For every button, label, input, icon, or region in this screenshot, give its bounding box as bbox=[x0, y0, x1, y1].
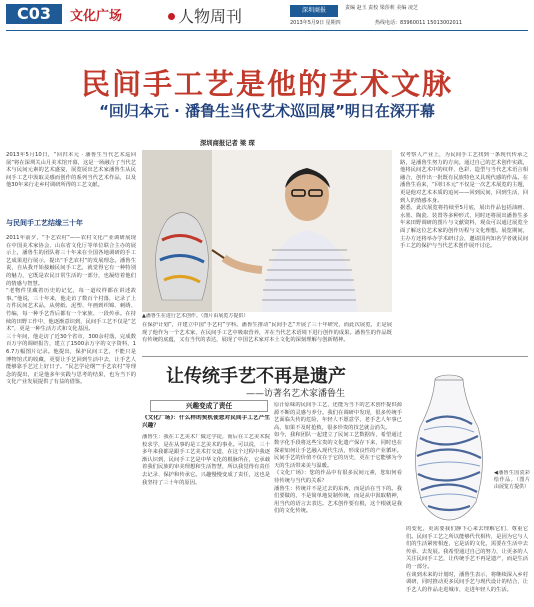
artist-photo-illustration bbox=[142, 150, 392, 312]
photo1-caption: ▲潘鲁生在进行艺术创作。（图片由展览方提供） bbox=[142, 313, 249, 319]
artist-photo bbox=[142, 150, 392, 312]
section-name: 文化广场 bbox=[70, 9, 123, 24]
col3-body: 仅考察人产业上，为民间手工艺找到一条现代传承之路，是潘鲁生努力的方向。通过自己的艺术创作实践，他将民间艺术中的纹样、色彩、造型与当代艺术语言相融合，创作出一批既有民族特色又具现代感的作品。在潘鲁生看来，“回归本元”不仅是一次艺术展览的主题，更是他对艺术本质的追问——回到民间，回到生活，回到人的情感本身。 据悉，此次展览将持续至5月底，展出作品包括油画、水墨、陶瓷、装置等多种形式，同时还将展出潘鲁生多年来田野调研的图片与文献资料，观众可以通过展览全面了解这位艺术家的创作历程与文化理想。展览期间，主办方还将举办学术研讨会，邀请国内知名学者就民间手工艺的保护与当代艺术创作展开讨论。 bbox=[400, 152, 528, 250]
subheadline: “回归本元 · 潘鲁生当代艺术巡回展”明日在深开幕 bbox=[99, 102, 435, 120]
divider bbox=[142, 356, 528, 357]
page-header bbox=[0, 0, 534, 32]
interview-section-title: 兴趣变成了责任 bbox=[150, 400, 268, 412]
section1-body: 2011年前夕，“手艺农村”——农村文化产业调研展现在中国美术家协会、山东省文化厅等单位联合主办的展示上，潘鲁生的团队将三十年来在全国各地调研的手工艺成果进行展示，提出“手艺农村”的发展理念。潘鲁生说，自从我开始接触民间手工艺，就觉得它有一种特别的魅力，它既是农民日常生活的一部分，也凝结着他们的情感与智慧。 “老物件里藏着历史的记忆，每一道纹样都在讲述故事。”他说，三十年来，他走访了数百个村落，记录了上万件民间艺术品，从剪纸、泥塑、年画到织锦、刺绣、竹编，每一种手艺背后都有一个家族、一段传承。在持续的田野工作中，他逐渐意识到，民间手工艺不仅是“艺术”，更是一种生活方式和文化基因。 三十年间，他走访了近30个省市，300余村落，完成数百万字的调研报告，建立了1500余万字的文字资料，16.7万幅图片记录。他提出，保护民间工艺，不能只是博物馆式的收藏，更要让手艺回到生活中去，让手艺人能够靠手艺过上好日子。“民艺学论纲”“手艺农村”等理念的提出，正是他多年实践与思考的结果，也为当下的文化产业发展提供了有益的借鉴。 bbox=[6, 235, 136, 386]
byline: 深圳商报记者 梁 琛 bbox=[200, 140, 255, 147]
vase-photo bbox=[406, 372, 492, 522]
column-name: 人物周刊 bbox=[178, 7, 243, 26]
interview-subtitle: ——访著名艺术家潘鲁生 bbox=[246, 389, 346, 399]
question-1: 《文化广场》：什么样的契机使您对民间手工艺产生兴趣？ bbox=[142, 415, 270, 429]
bullet-dot-icon bbox=[168, 13, 175, 20]
lead-paragraph: 2013年5月10日，“回归本元 · 潘鲁生当代艺术巡回展”将在深圳关山月美术馆开幕，这是一场融合了当代艺术与民间元素的艺术盛宴，展览展出艺术家潘鲁生从民间手工艺中汲取灵感而创作的系列当代艺术作品，以及他30年来行走乡村调研所得的工艺文献。 bbox=[6, 152, 136, 189]
interview-title: 让传统手艺不再是遗产 bbox=[166, 366, 346, 387]
col2b-body: 原汁原味的民间手工艺，还能为当下的艺术创作提供源源不断的灵感与养分。我们在调研中发现，很多传统手艺面临失传的危险，年轻人不愿意学，老手艺人年事已高，如果不及时抢救，很多珍贵的技艺就会消失。 如今，我和团队一起建立了民间工艺数据库，希望通过数字化手段将这些宝贵的文化遗产保存下来，同时也在探索如何让手艺融入现代生活，形成良性的产业循环。民间手艺的价值不仅在于它的历史，更在于它能够为今天的生活带来美与温暖。 《文化广场》：您的作品中有很多民间元素，您如何看待传统与当代的关系？ 潘鲁生：传统并不是过去的东西，而是活在当下的。我们要做的，不是简单地复制传统，而是从中汲取精神，用当代的语言去表达。艺术创作要有根，这个根就是我们的文化传统。 bbox=[274, 402, 402, 515]
hotline: 热线电话：83960011 15013002011 bbox=[375, 20, 463, 26]
header-rule bbox=[6, 30, 528, 31]
section1-title: 与民间手工艺结缘三十年 bbox=[6, 219, 83, 227]
col2-top-text: 在保护计划”，并建立中国“手艺村”学科。潘鲁生推动“民间手艺”开展了三十年研究，而此次展览，正是展现了他作为一个艺术家，在民间手工艺中吸取营养，并在当代艺术语境下进行创作的成果。潘鲁生的作品既有传统的底蕴，又有当代的表达，展现了中国艺术家对本土文化的深刻理解与创新精神。 bbox=[142, 322, 392, 344]
answer-1: 潘鲁生：我在工艺美术厂做过学徒，而后在工艺美术院校求学，是在从事的是工艺美术的事业。可以说，三十多年来我都是跟手工艺美术打交道，在这个过程中我逐渐认识到，民间手工艺是中华文化的根脉所在，它承载着我们民族的审美理想和生活智慧，所以我觉得有责任去记录、保护和传承它。兴趣慢慢变成了责任，这也是我坚持了三十年的原因。 bbox=[142, 434, 270, 486]
headline: 民间手工艺是他的艺术文脉 bbox=[80, 67, 453, 101]
editors-line: 责编 赵玉 责校 梁莎莉 美编 凌芝 bbox=[345, 5, 418, 11]
col3b-body: 的变化，更需要我们静下心来去理解它们、尊重它们。民间手工艺之所以能够代代相传，是因为它与人们的生活紧密相连，它是活的文化，需要在生活中去传承、去发展。我希望通过自己的努力，让更多的人关注民间手工艺，让传统手艺不再是遗产，而是生活的一部分。 在谈到未来的计划时，潘鲁生表示，将继续深入乡村调研，同时推动更多民间手艺与现代设计的结合，让手艺人的作品走进城市，走进年轻人的生活。 bbox=[406, 526, 528, 593]
photo2-caption: ◀潘鲁生国瓷彩绘作品。（图片由展览方提供） bbox=[494, 470, 530, 490]
date-line: 2013年5月9日 星期四 bbox=[290, 20, 341, 26]
vase-illustration bbox=[406, 372, 492, 522]
newspaper-name: 深圳商报 bbox=[290, 5, 338, 17]
page-number-badge: C03 bbox=[6, 4, 62, 24]
